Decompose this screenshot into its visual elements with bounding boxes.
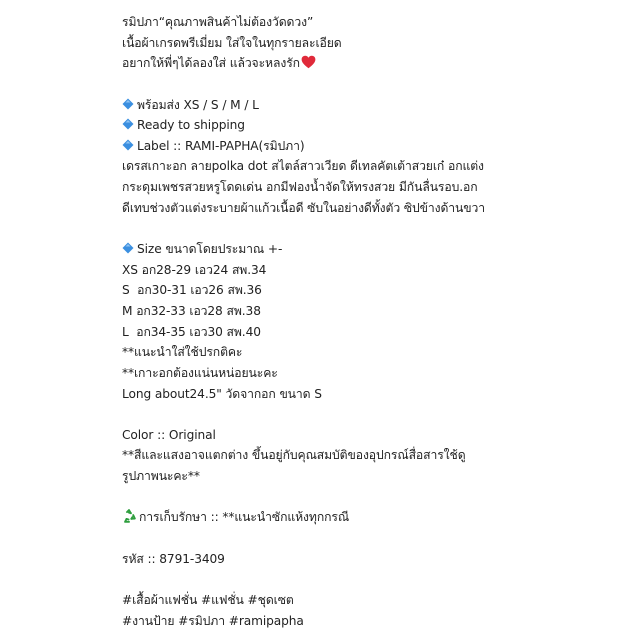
description-text-2: กระดุมเพชรสวยหรูโดดเด่น อกมีฟองน้ำจัดให้ทรงสวย มีกันลื่นรอบ.อก <box>122 180 478 195</box>
size-note-2: **เกาะอกต้องแน่นหน่อยนะคะ <box>122 365 278 380</box>
spacer <box>122 528 522 549</box>
sizes-ready-line <box>122 95 522 116</box>
size-heading-text: Size ขนาดโดยประมาณ +- <box>137 242 283 257</box>
size-row-m: M อก32-33 เอว28 สพ.38 <box>122 303 261 318</box>
size-note-1: **แนะนำใส่ใช้ปรกติคะ <box>122 345 243 360</box>
description-line-3 <box>122 198 522 219</box>
intro-line-3 <box>122 53 522 74</box>
ready-shipping-text: Ready to shipping <box>137 118 245 133</box>
color-note-line-2 <box>122 466 522 487</box>
size-row-l: L อก34-35 เอว30 สพ.40 <box>122 324 261 339</box>
color-text: Color :: Original <box>122 427 216 442</box>
description-line-2 <box>122 177 522 198</box>
hashtags-line-2 <box>122 611 522 632</box>
code-line <box>122 549 522 570</box>
ready-shipping-line <box>122 115 522 136</box>
size-row-xs: XS อก28-29 เอว24 สพ.34 <box>122 262 267 277</box>
blue-diamond-icon <box>122 118 134 130</box>
label-line <box>122 136 522 157</box>
care-text: การเก็บรักษา :: **แนะนำซักแห้งทุกกรณี <box>139 510 350 525</box>
size-note-line-2 <box>122 363 522 384</box>
code-text: รหัส :: 8791-3409 <box>122 551 225 566</box>
description-text-1: เดรสเกาะอก ลายpolka dot สไตล์สาวเวียด ดีเทลคัตเต้าสวยเก๋ อกแต่ง <box>122 159 484 174</box>
spacer <box>122 404 522 425</box>
color-note-1: **สีและแสงอาจแตกต่าง ขึ้นอยู่กับคุณสมบัติของอุปกรณ์สื่อสารใช้ดู <box>122 448 466 463</box>
blue-diamond-icon <box>122 139 134 151</box>
spacer <box>122 218 522 239</box>
description-line-1 <box>122 156 522 177</box>
care-line <box>122 507 522 528</box>
description-text-3: ดีเทบช่วงตัวแต่งระบายผ้าแก้วเนื้อดี ซับในอย่างดีทั้งตัว ซิปข้างด้านขวา <box>122 200 485 215</box>
label-text: Label :: RAMI-PAPHA(รมิปภา) <box>137 138 305 153</box>
intro-text-2: เนื้อผ้าเกรดพรีเมี่ยม ใส่ใจในทุกรายละเอียด <box>122 35 342 50</box>
intro-line-2 <box>122 33 522 54</box>
size-note-line-1 <box>122 342 522 363</box>
intro-text-3: อยากให้พี่ๆได้ลองใส่ แล้วจะหลงรัก <box>122 56 300 71</box>
intro-line-1 <box>122 12 522 33</box>
color-note-2: รูปภาพนะคะ** <box>122 469 200 484</box>
size-row <box>122 301 522 322</box>
sizes-ready-text: พร้อมส่ง XS / S / M / L <box>137 97 259 112</box>
intro-text-1: รมิปภา“คุณภาพสินค้าไม่ต้องวัดดวง” <box>122 15 314 29</box>
length-text: Long about24.5" วัดจากอก ขนาด S <box>122 386 322 401</box>
size-row <box>122 322 522 343</box>
recycle-icon <box>122 509 136 523</box>
size-row <box>122 260 522 281</box>
hashtags-text-1: #เสื้อผ้าแฟชั่น #แฟชั่น #ชุดเซต <box>122 592 294 607</box>
hashtags-text-2: #งานป้าย #รมิปภา #ramipapha <box>122 613 304 628</box>
heart-icon <box>301 55 316 69</box>
color-line <box>122 425 522 446</box>
spacer <box>122 569 522 590</box>
hashtags-line-1 <box>122 590 522 611</box>
size-row <box>122 280 522 301</box>
size-row-s: S อก30-31 เอว26 สพ.36 <box>122 283 262 298</box>
blue-diamond-icon <box>122 98 134 110</box>
size-heading-line <box>122 239 522 260</box>
length-line <box>122 384 522 405</box>
product-description <box>122 12 522 631</box>
spacer <box>122 487 522 508</box>
spacer <box>122 74 522 95</box>
blue-diamond-icon <box>122 242 134 254</box>
color-note-line-1 <box>122 445 522 466</box>
